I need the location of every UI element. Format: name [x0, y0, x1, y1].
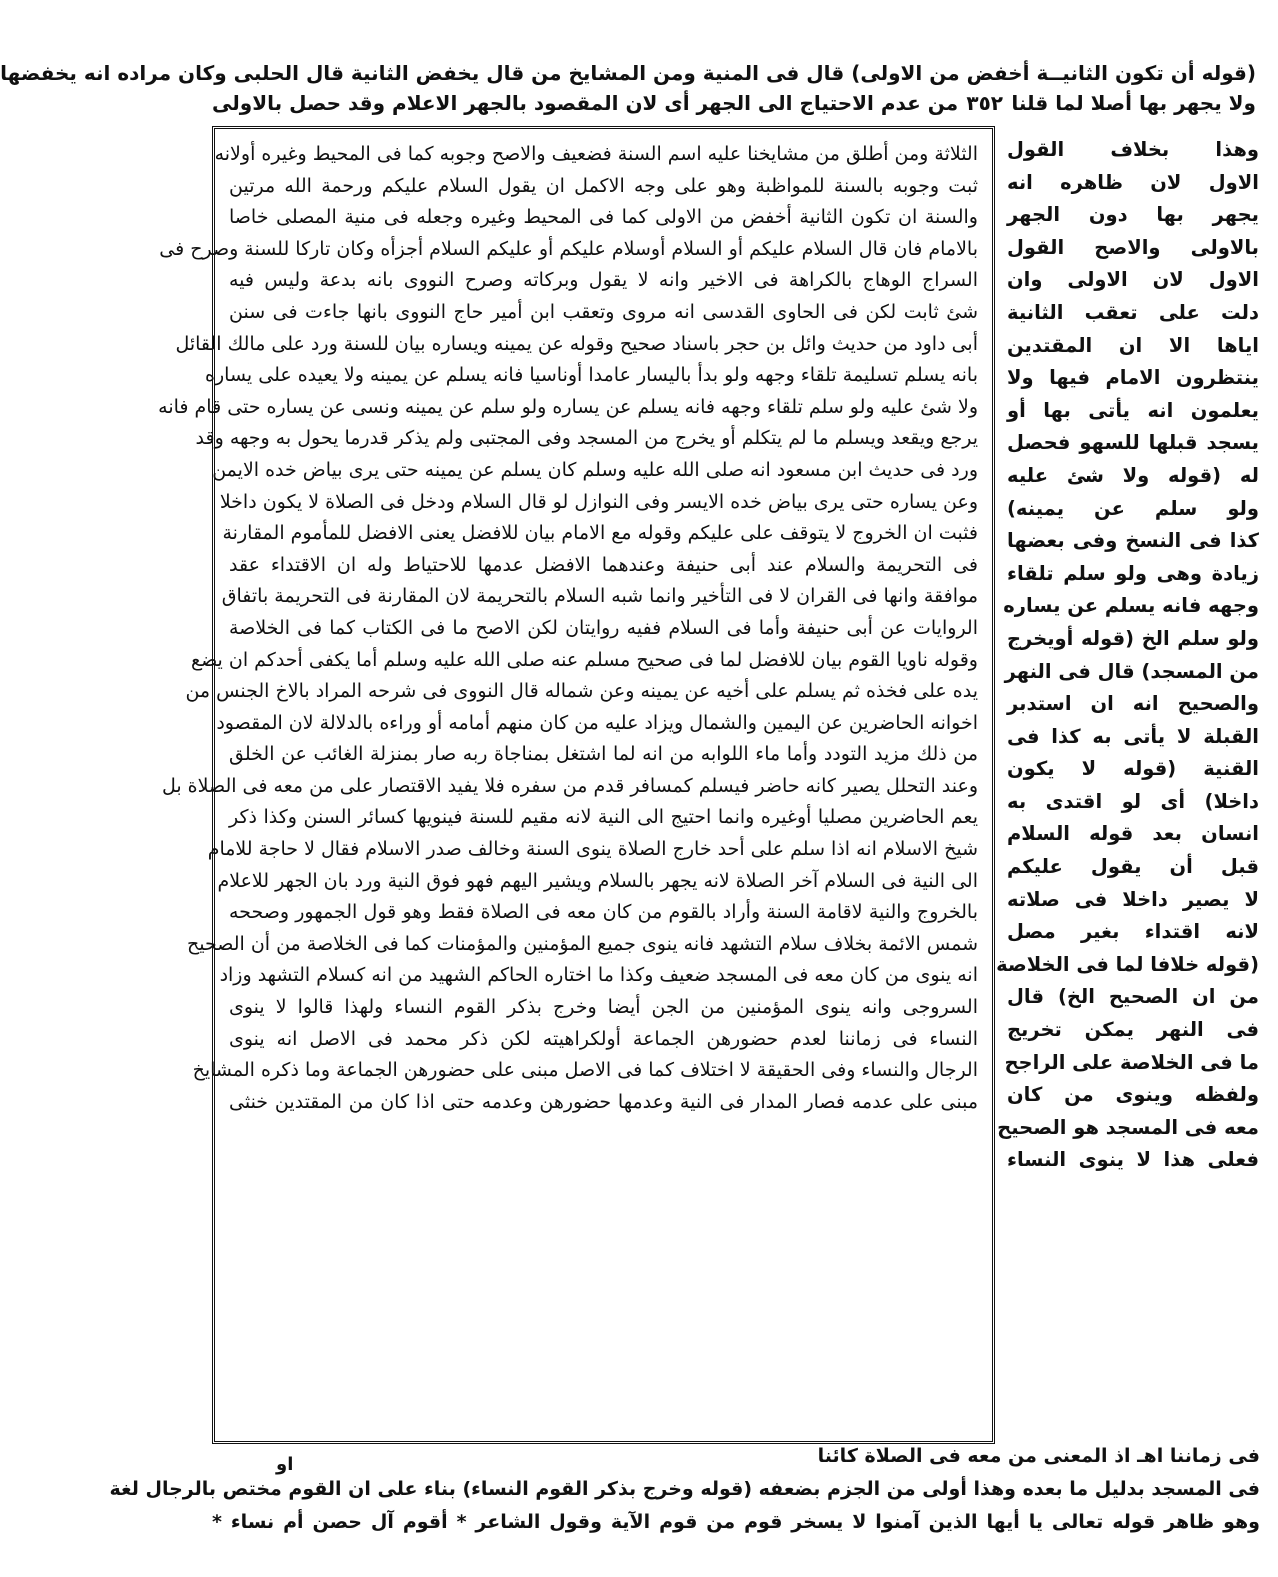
margin-note-line: بالاولى والاصح القول: [1007, 235, 1259, 259]
main-text-line: شيخ الاسلام انه اذا سلم على أحد خارج الصلاة ينوى السنة وخالف صدر الاسلام فقال لا حاجة للامام: [207, 838, 978, 861]
main-text-line: الروايات عن أبى حنيفة وأما فى السلام ففيه روايتان لكن الاصح ما فى الكتاب كما فى الخلاصة: [229, 616, 978, 639]
margin-note-line: لانه اقتداء بغير مصل: [1007, 920, 1259, 944]
header-line-2-left: من عدم الاحتياج الى الجهر أى لان المقصود بالجهر الاعلام وقد حصل بالاولى: [212, 91, 959, 115]
margin-notes: [996, 126, 1263, 1446]
margin-note-line: له (قوله ولا شئ عليه: [1007, 463, 1259, 487]
margin-note-line: كذا فى النسخ وفى بعضها: [1007, 529, 1259, 553]
main-text-line: الثلاثة ومن أطلق من مشايخنا عليه اسم السنة فضعيف والاصح وجوبه كما فى المحيط وغيره أولانه: [214, 143, 978, 165]
footer-line-2: فى المسجد بدليل ما بعده وهذا أولى من الجزم بضعفه (قوله وخرج بذكر القوم النساء) بناء على ان القوم مختص بالرجال لغة: [109, 1478, 1260, 1500]
margin-note-line: فعلى هذا لا ينوى النساء: [1007, 1148, 1259, 1172]
main-text-line: مبنى على عدمه فصار المدار فى النية وعدمها حضورهن وعدمه حتى اذا كان من المقتدين خنثى: [229, 1090, 978, 1113]
margin-note-line: يجهر بها دون الجهر: [1007, 203, 1259, 227]
main-text-line: يده على فخذه ثم يسلم على أخيه عن يمينه وعن شماله قال النووى فى شرحه المراد بالاخ الجنس من: [185, 680, 978, 703]
main-text-line: أبى داود من حديث وائل بن حجر باسناد صحيح وقوله عن يمينه ويساره بيان للسنة ورد على مالك القائل: [175, 332, 978, 355]
footer-row-1: [212, 1440, 1260, 1473]
main-text-line: انه ينوى من كان معه فى المسجد ضعيف وكذا ما اختاره الحاكم الشهيد من انه كسلام التشهد وزاد: [219, 964, 978, 987]
main-text-line: بالخروج والنية لاقامة السنة وأراد بالقوم من كان معه فى الصلاة فقط وهو قول الجمهور وصححه: [229, 901, 978, 924]
main-text-line: يرجع ويقعد ويسلم ما لم يتكلم أو يخرج من المسجد وفى المجتبى ولم يذكر قدرما يحول به وجهه وقد: [195, 427, 978, 450]
margin-note-line: الاول لان الاولى وان: [1007, 268, 1259, 292]
main-text-line: بانه يسلم تسليمة تلقاء وجهه ولو بدأ باليسار عامدا أوناسيا فانه يسلم عن يمينه ولا يعيده على يساره: [205, 364, 978, 387]
margin-note-line: من المسجد) قال فى النهر: [1004, 659, 1259, 683]
main-text-line: النساء فى زماننا لعدم حضورهن الجماعة أولكراهيته لكن ذكر محمد فى الاصل انه ينوى: [229, 1027, 978, 1050]
margin-note-line: ولفظه وينوى من كان: [1007, 1083, 1259, 1107]
main-text-line: شئ ثابت لكن فى الحاوى القدسى انه مروى وتعقب ابن أمير حاج النووى بانها جاءت فى سنن: [229, 300, 978, 323]
main-text-line: الى النية فى السلام آخر الصلاة لانه يجهر بالسلام ويشير اليهم فهو فوق النية ورد بان الجهر للاعلام: [217, 869, 978, 892]
margin-note-line: قبل أن يقول عليكم: [1007, 855, 1259, 879]
margin-note-line: يعلمون انه يأتى بها أو: [1007, 398, 1259, 422]
margin-note-line: الاول لان ظاهره انه: [1007, 170, 1259, 194]
margin-note-line: فى النهر يمكن تخريج: [1007, 1018, 1259, 1042]
main-text-line: بالامام فان قال السلام عليكم أو السلام أوسلام عليكم أو عليكم السلام أجزأه وكان تاركا للسنة وصرح فى: [159, 237, 978, 260]
main-text-line: وعن يساره حتى يرى بياض خده الايسر وفى النوازل لو قال السلام ودخل فى الصلاة لا يكون داخلا: [219, 490, 978, 513]
header-line-2-right: ولا يجهر بها أصلا لما قلنا: [1011, 91, 1256, 115]
footer-insert-word: او: [276, 1454, 294, 1475]
margin-note-line: القبلة لا يأتى به كذا فى: [1007, 724, 1259, 748]
main-text-line: والسنة ان تكون الثانية أخفض من الاولى كما فى المحيط وغيره وجعله فى منية المصلى خاصا: [229, 206, 978, 229]
margin-note-line: القنية (قوله لا يكون: [1007, 757, 1259, 781]
main-text-line: فثبت ان الخروج لا يتوقف على عليكم وقوله مع الامام بيان للافضل يعنى الافضل للمأموم المقارنة: [222, 522, 978, 545]
main-text-line: شمس الائمة بخلاف سلام التشهد فانه ينوى جميع المؤمنين والمؤمنات كما فى الخلاصة من أن الصحيح: [186, 932, 978, 955]
margin-note-line: (قوله خلافا لما فى الخلاصة: [996, 952, 1259, 976]
margin-note-line: وجهه فانه يسلم عن يساره: [1003, 594, 1259, 618]
footer-line-3: وهو ظاهر قوله تعالى يا أيها الذين آمنوا لا يسخر قوم من قوم الآية وقول الشاعر * أقوم آل حصن أم نساء *: [212, 1511, 1260, 1533]
margin-note-line: من ان الصحيح الخ) قال: [1007, 985, 1259, 1009]
margin-note-line: وهذا بخلاف القول: [1007, 138, 1259, 161]
page-header: [0, 58, 1256, 118]
main-text-line: الرجال والنساء وفى الحقيقة لا اختلاف كما فى الاصل مبنى على حضورهن الجماعة وما ذكره المشايخ: [192, 1059, 978, 1082]
margin-note-line: دلت على تعقب الثانية: [1007, 300, 1259, 324]
margin-note-line: لا يصير داخلا فى صلاته: [1007, 887, 1259, 911]
footer-line-1: فى زماننا اهـ اذ المعنى من معه فى الصلاة كائنا: [817, 1445, 1260, 1467]
main-text-line: وعند التحلل يصير كانه حاضر فيسلم كمسافر قدم من سفره فلا يفيد الاقتصار على من معه فى الصلاة بل: [161, 774, 978, 797]
margin-note-line: داخلا) أى لو اقتدى به: [1007, 789, 1259, 813]
header-line-2: [212, 88, 1256, 118]
margin-note-line: ينتظرون الامام فيها ولا: [1007, 366, 1259, 390]
main-text-line: موافقة وانها فى القران لا فى التأخير وانما شبه السلام بالتحريمة لان المقارنة فى التحريمة باتفاق: [221, 585, 978, 608]
main-text-frame: [158, 126, 995, 1444]
main-text-line: السروجى وانه ينوى المؤمنين من الجن أيضا وخرج بذكر القوم النساء ولهذا قالوا لا ينوى: [229, 996, 978, 1019]
main-text-line: ورد فى حديث ابن مسعود انه صلى الله عليه وسلم كان يسلم عن يمينه حتى يرى بياض خده الايمن: [212, 458, 978, 481]
margin-note-line: ولو سلم عن يمينه): [1007, 496, 1259, 520]
page-footer-notes: [109, 1440, 1260, 1539]
margin-note-line: ما فى الخلاصة على الراجح: [1004, 1050, 1259, 1074]
header-line-1: (قوله أن تكون الثانيــة أخفض من الاولى) قال فى المنية ومن المشايخ من قال يخفض الثانية قال الحلبى وكان مراده انه يخفضها: [0, 61, 1256, 85]
margin-note-line: زيادة وهى ولو سلم تلقاء: [1007, 561, 1259, 585]
main-text-line: فى التحريمة والسلام عند أبى حنيفة وعندهما الافضل عدمها للاحتياط وله ان الاقتداء عقد: [229, 553, 978, 576]
margin-note-line: والصحيح انه ان استدبر: [1007, 692, 1259, 716]
margin-note-line: يسجد قبلها للسهو فحصل: [1007, 431, 1259, 455]
main-text-line: وقوله ناويا القوم بيان للافضل لما فى صحيح مسلم عنه صلى الله عليه وسلم أما يكفى أحدكم ان يضع: [190, 648, 978, 671]
margin-note-line: اياها الا ان المقتدين: [1007, 333, 1259, 357]
page-number: ٣٥٢: [966, 91, 1004, 115]
main-text-line: يعم الحاضرين مصليا أوغيره وانما احتيج الى النية لانه مقيم للسنة فينويها كسائر السنن وكذا ذكر: [229, 806, 978, 829]
margin-note-line: معه فى المسجد هو الصحيح: [997, 1115, 1259, 1139]
margin-note-line: ولو سلم الخ (قوله أويخرج: [1007, 626, 1259, 650]
margin-note-line: انسان بعد قوله السلام: [1007, 822, 1259, 846]
main-text-line: ثبت وجوبه بالسنة للمواظبة وهو على وجه الاكمل ان يقول السلام عليكم ورحمة الله مرتين: [229, 174, 978, 197]
main-text-line: ولا شئ عليه ولو سلم تلقاء وجهه فانه يسلم عن يساره ولو سلم عن يمينه ونسى عن يساره حتى قام فانه: [158, 395, 978, 418]
main-text-line: من ذلك مزيد التودد وأما ماء اللوابه من انه لما اشتغل بمناجاة ربه صار بمنزلة الغائب عن الخلق: [229, 743, 978, 766]
main-text-line: اخوانه الحاضرين عن اليمين والشمال ويزاد عليه من كان منهم أمامه أو وراءه بالدلالة لان المقصود: [216, 711, 978, 734]
main-text-line: السراج الوهاج بالكراهة فى الاخير وانه لا يقول وبركاته وصرح النووى بانه بدعة وليس فيه: [229, 269, 978, 292]
